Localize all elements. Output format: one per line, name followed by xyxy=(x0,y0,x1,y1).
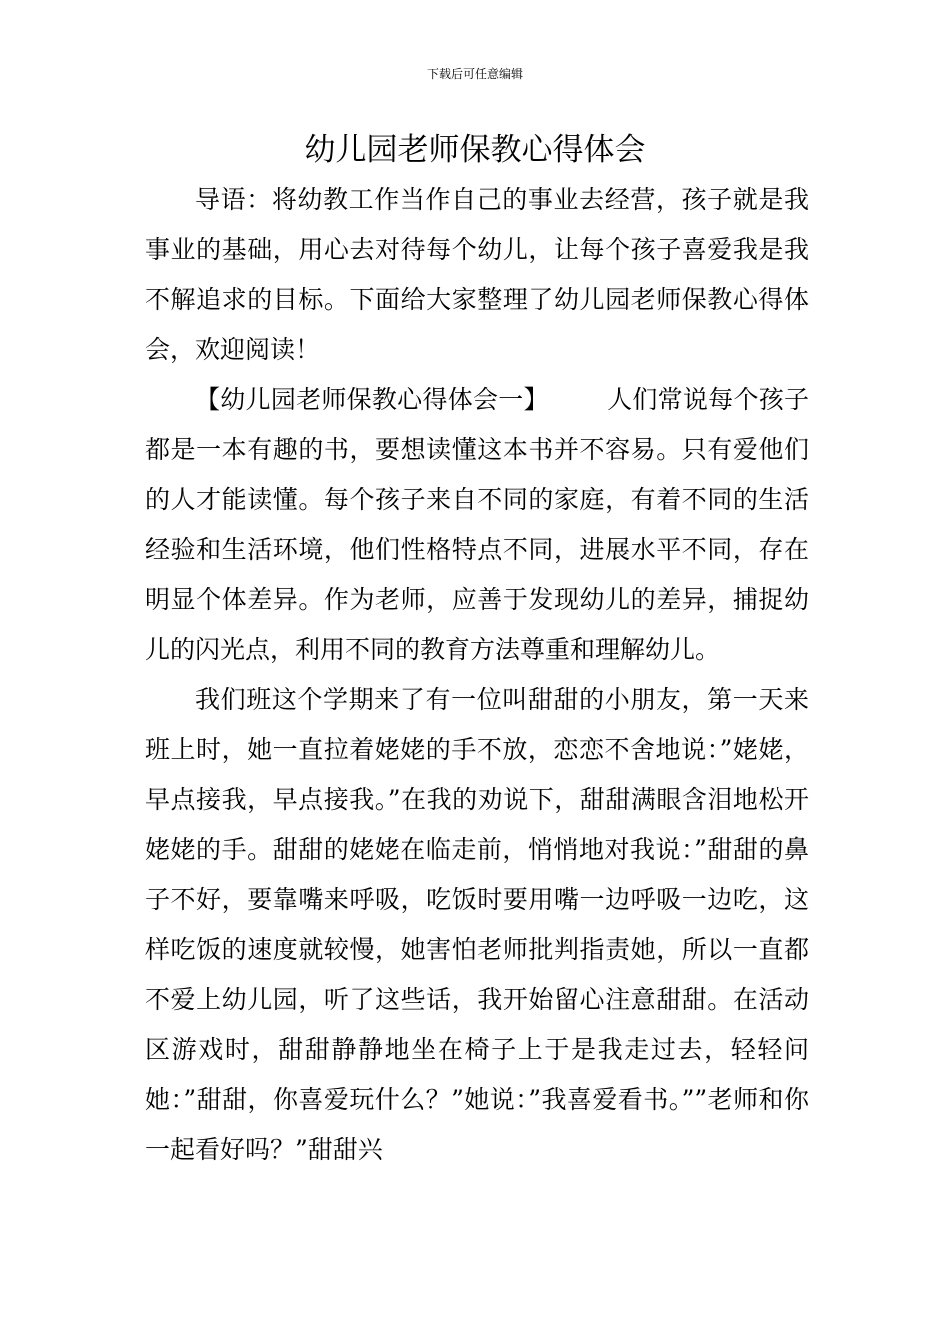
section-one-text: 人们常说每个孩子都是一本有趣的书，要想读懂这本书并不容易。只有爱他们的人才能读懂。每个孩子来自不同的家庭，有着不同的生活经验和生活环境，他们性格特点不同，进展水平不同，存在明显个体差异。作为老师，应善于发现幼儿的差异，捕捉幼儿的闪光点，利用不同的教育方法尊重和理解幼儿。 xyxy=(145,385,809,664)
section-one-heading: 【幼儿园老师保教心得体会一】 xyxy=(195,385,549,414)
page-header-note: 下载后可任意编辑 xyxy=(426,67,523,81)
intro-paragraph: 导语：将幼教工作当作自己的事业去经营，孩子就是我事业的基础，用心去对待每个幼儿，让每个孩子喜爱我是我不解追求的目标。下面给大家整理了幼儿园老师保教心得体会，欢迎阅读！ xyxy=(145,185,809,364)
section-one-paragraph xyxy=(145,375,809,675)
document-title: 幼儿园老师保教心得体会 xyxy=(304,132,646,168)
story-paragraph: 我们班这个学期来了有一位叫甜甜的小朋友，第一天来班上时，她一直拉着姥姥的手不放，恋恋不舍地说：”姥姥，早点接我，早点接我。”在我的劝说下，甜甜满眼含泪地松开姥姥的手。甜甜的姥姥在临走前，悄悄地对我说：”甜甜的鼻子不好，要靠嘴来呼吸，吃饭时要用嘴一边呼吸一边吃，这样吃饭的速度就较慢，她害怕老师批判指责她，所以一直都不爱上幼儿园，听了这些话，我开始留心注意甜甜。在活动区游戏时，甜甜静静地坐在椅子上于是我走过去，轻轻问她：”甜甜，你喜爱玩什么？”她说：”我喜爱看书。””老师和你一起看好吗？”甜甜兴 xyxy=(145,685,809,1164)
document-body xyxy=(145,175,809,1175)
